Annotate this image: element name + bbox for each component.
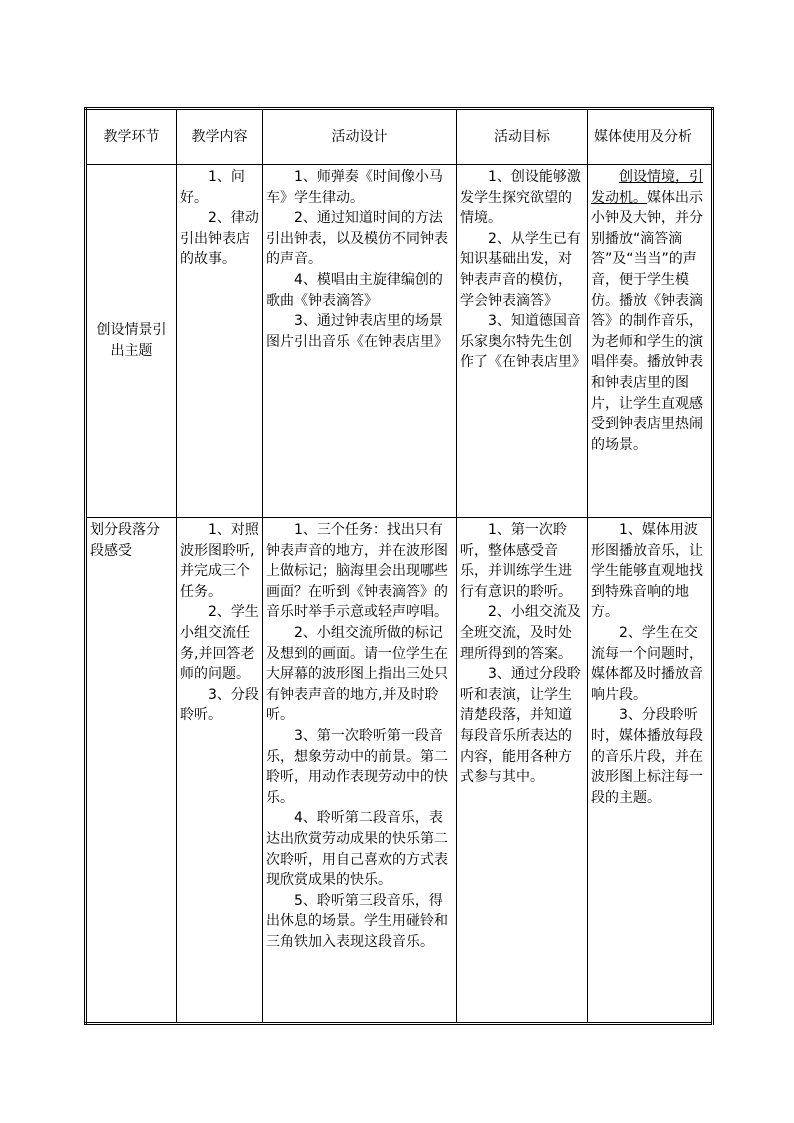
content-item: 1、对照波形图聆听,并完成三个任务。 xyxy=(180,522,259,600)
content-cell xyxy=(177,165,263,518)
activity-item: 2、通过知道时间的方法引出钟表，以及模仿不同钟表的声音。 xyxy=(266,210,448,268)
content-item: 1、问好。 xyxy=(180,169,245,206)
media-item: 2、学生在交流每一个问题时，媒体都及时播放音响片段。 xyxy=(591,624,703,703)
activity-item: 4、聆听第二段音乐，表达出欣赏劳动成果的快乐第二次聆听，用自己喜欢的方式表现欣赏成果的快乐。 xyxy=(266,810,448,889)
activity-item: 1、师弹奏《时间像小马车》学生律动。 xyxy=(266,169,443,206)
media-item: 3、分段聆听时，媒体播放每段的音乐片段，并在波形图上标注每一段的主题。 xyxy=(591,707,703,806)
media-cell xyxy=(588,165,713,518)
table-row xyxy=(86,165,713,518)
goal-item: 3、知道德国音乐家奥尔特先生创作了《在钟表店里》 xyxy=(460,313,586,371)
content-item: 3、分段聆听。 xyxy=(180,686,259,724)
activity-item: 1、三个任务：找出只有钟表声音的地方，并在波形图上做标记；脑海里会出现哪些画面？在听到《钟表滴答》的音乐时举手示意或轻声哼唱。 xyxy=(266,522,448,621)
content-item: 2、学生小组交流任务,并回答老师的问题。 xyxy=(180,604,259,683)
activity-item: 5、聆听第三段音乐，得出休息的场景。学生用碰铃和三角铁加入表现这段音乐。 xyxy=(266,892,448,950)
activities-cell xyxy=(263,165,457,518)
content-cell xyxy=(177,518,263,1024)
goal-item: 2、小组交流及全班交流，及时处理所得到的答案。 xyxy=(460,604,581,662)
goal-item: 1、创设能够激发学生探究欲望的情境。 xyxy=(460,169,581,227)
media-cell xyxy=(588,518,713,1024)
activity-item: 3、第一次聆听第一段音乐，想象劳动中的前景。第二聆听，用动作表现劳动中的快乐。 xyxy=(266,727,448,806)
table-header-row xyxy=(86,109,713,165)
goal-item: 2、从学生已有知识基础出发，对钟表声音的模仿，学会钟表滴答》 xyxy=(460,230,581,309)
stage-cell: 创设情景引出主题 xyxy=(86,165,177,518)
activity-item: 4、模唱由主旋律编创的歌曲《钟表滴答》 xyxy=(266,271,443,309)
header-stage: 教学环节 xyxy=(86,109,177,165)
goal-item: 3、通过分段聆听和表演，让学生清楚段落，并知道每段音乐所表达的内容，能用各种方式参与其中。 xyxy=(460,666,581,786)
content-item: 2、律动引出钟表店的故事。 xyxy=(180,210,259,268)
activity-item: 3、通过钟表店里的场景图片引出音乐《在钟表店里》 xyxy=(266,313,448,350)
media-heading: 创设情境，引发动机。 xyxy=(591,169,703,206)
goals-cell xyxy=(457,518,588,1024)
media-text xyxy=(591,167,708,455)
media-item: 1、媒体用波形图播放音乐，让学生能够直观地找到特殊音响的地方。 xyxy=(591,522,703,621)
lesson-plan-table xyxy=(84,107,714,1025)
table-row xyxy=(86,518,713,1024)
header-content: 教学内容 xyxy=(177,109,263,165)
header-media: 媒体使用及分析 xyxy=(588,109,713,165)
goals-cell xyxy=(457,165,588,518)
activity-item: 2、小组交流所做的标记及想到的画面。请一位学生在大屏幕的波形图上指出三处只有钟表声音的地方,并及时聆听。 xyxy=(266,624,448,724)
activities-cell xyxy=(263,518,457,1024)
header-activities: 活动设计 xyxy=(263,109,457,165)
stage-cell: 划分段落分段感受 xyxy=(86,518,177,1024)
goal-item: 1、第一次聆听，整体感受音乐，并训练学生进行有意识的聆听。 xyxy=(460,522,572,600)
media-description: 媒体出示小钟及大钟，并分别播放“滴答滴答”及“当当”的声音，便于学生模仿。播放《钟表滴答》的制作音乐，为老师和学生的演唱伴奏。播放钟表和钟表店里的图片，让学生直观感受到钟表店里热闹的场景。 xyxy=(591,189,703,453)
header-goals: 活动目标 xyxy=(457,109,588,165)
